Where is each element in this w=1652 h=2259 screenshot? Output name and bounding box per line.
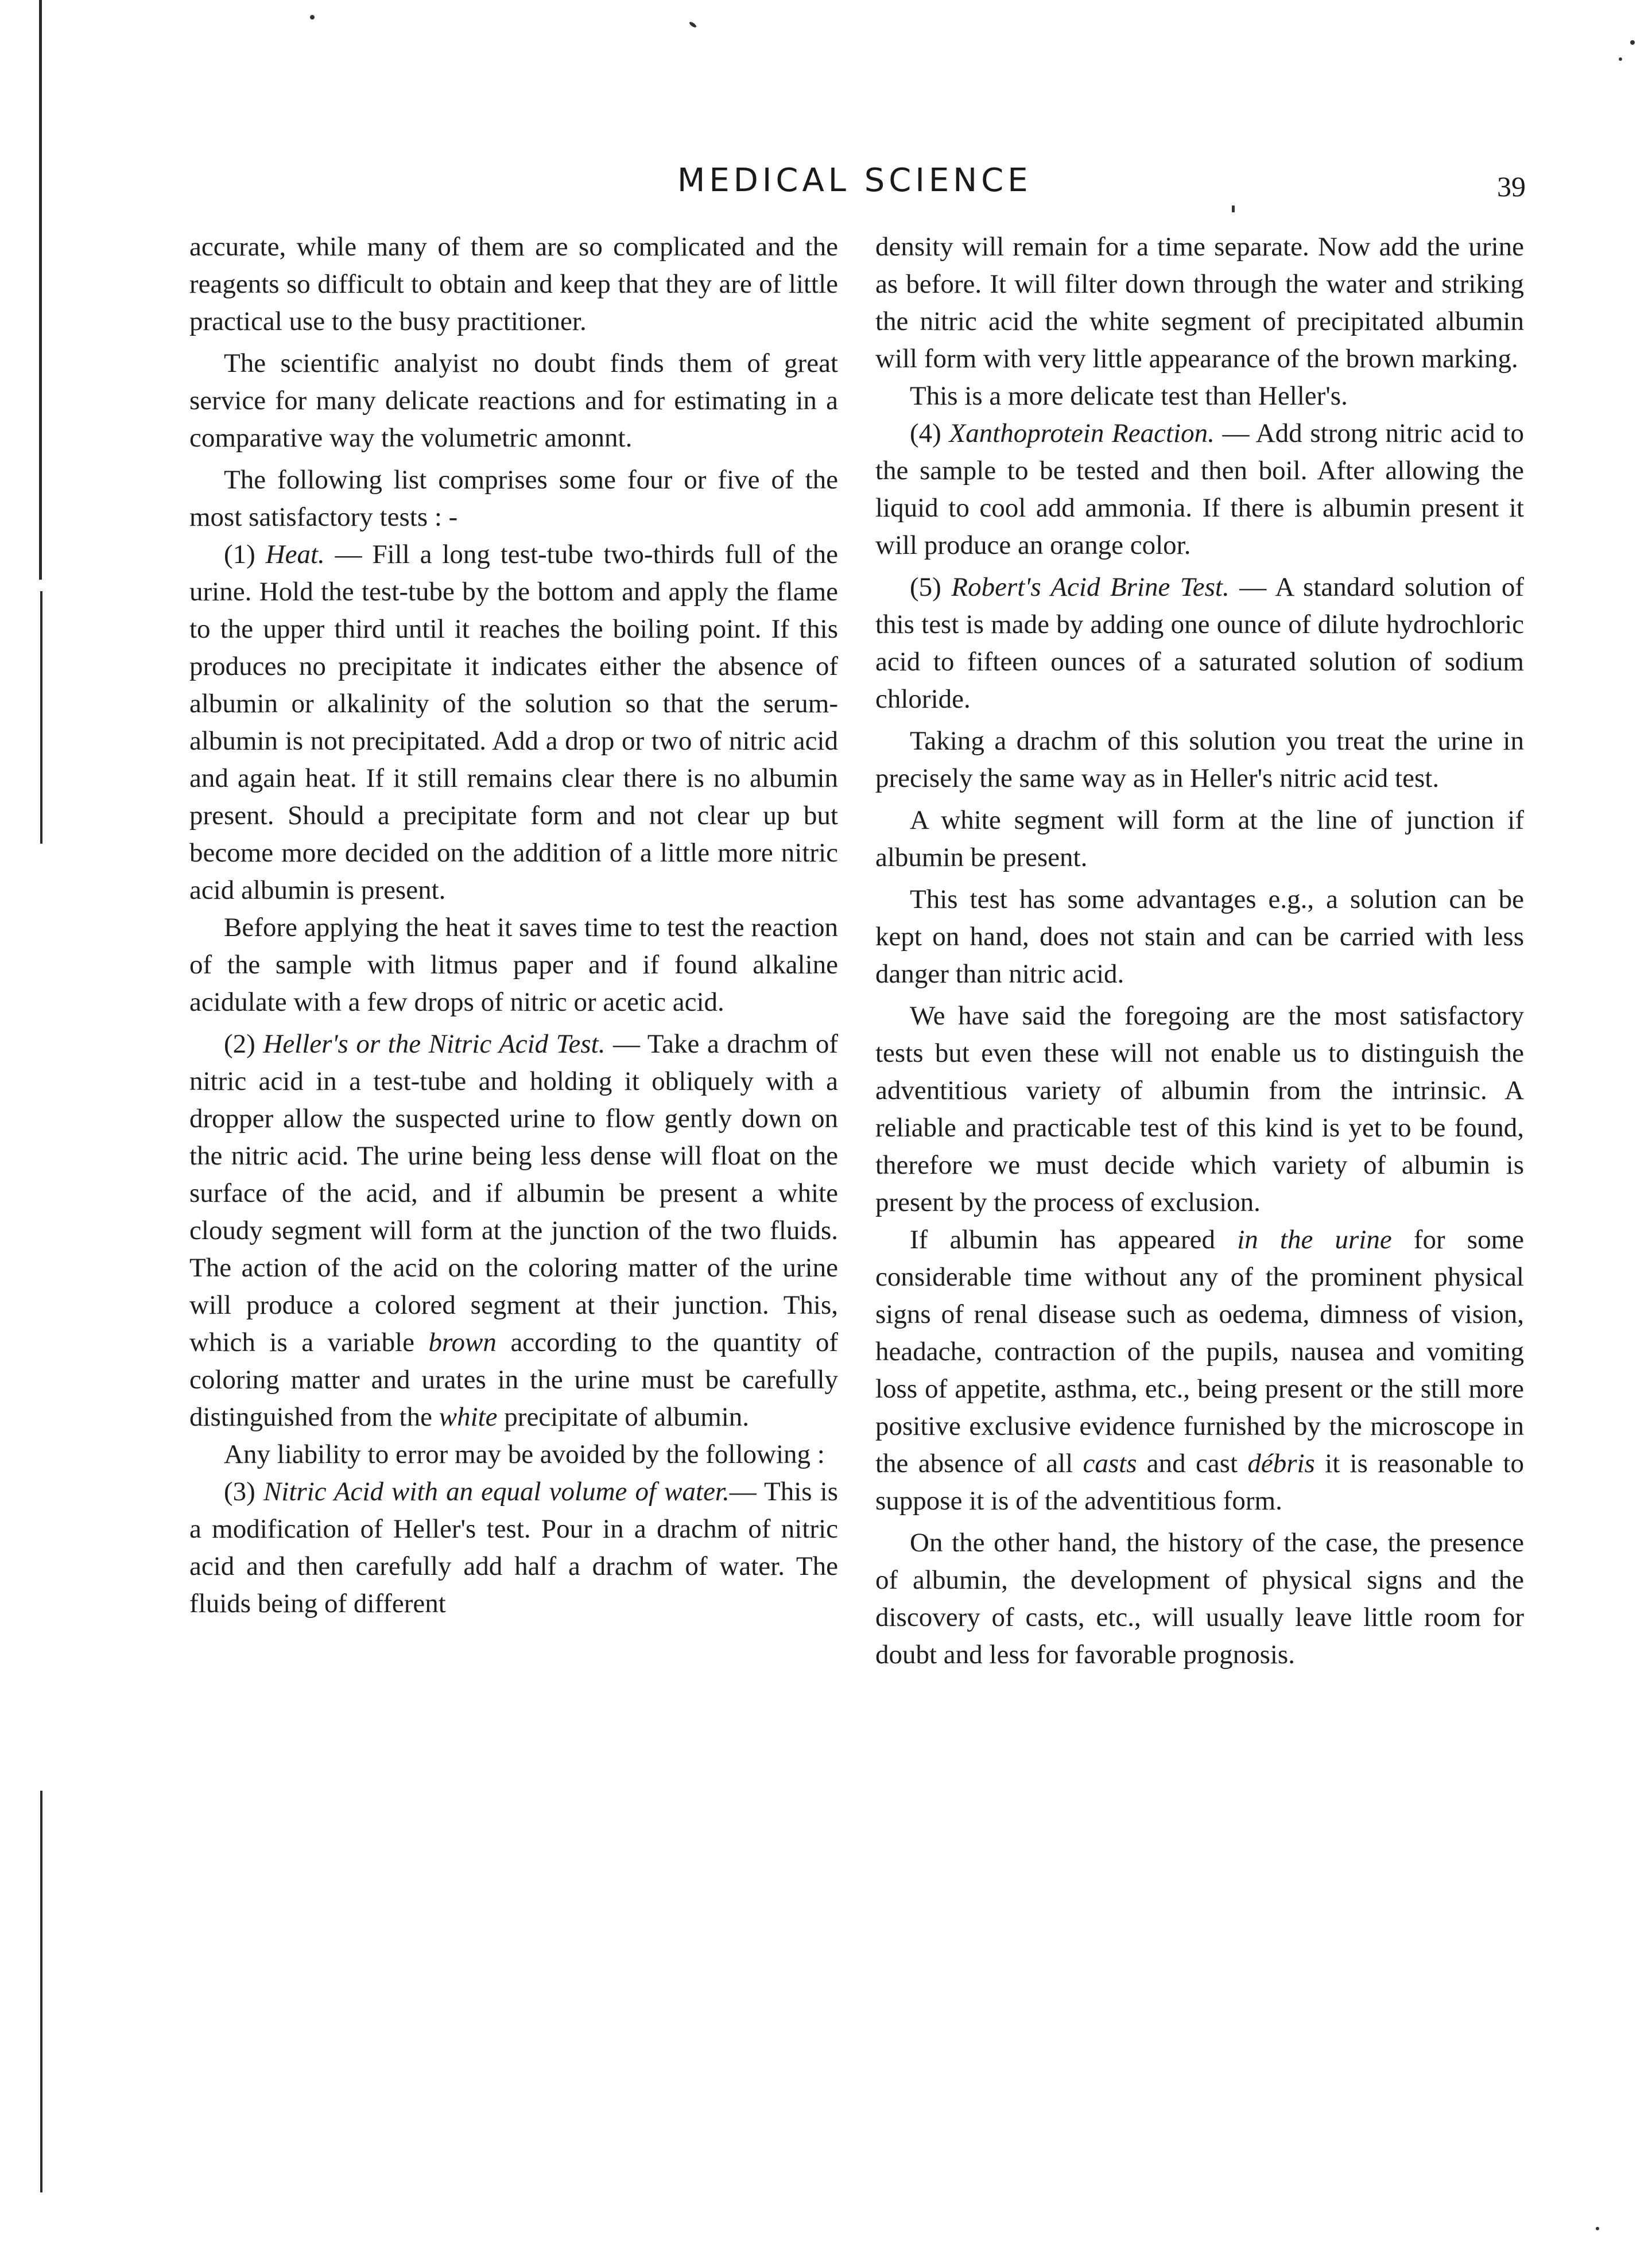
paragraph: This test has some advantages e.g., a solution can be kept on hand, does not stain and can be carried with less danger than nitric acid. bbox=[875, 884, 1524, 989]
scan-speck bbox=[1630, 40, 1635, 45]
test-title: Robert's Acid Brine Test. bbox=[951, 572, 1230, 602]
scan-speck bbox=[1619, 57, 1622, 61]
paragraph: This is a more delicate test than Heller's. bbox=[910, 381, 1348, 411]
emphasis-brown: brown bbox=[428, 1328, 497, 1357]
paragraph-test-water bbox=[189, 1473, 838, 1623]
page-header bbox=[0, 162, 1652, 208]
paragraph-test-xanthoprotein bbox=[875, 415, 1524, 564]
left-text-column bbox=[189, 228, 838, 1623]
emphasis-urine: in the urine bbox=[1237, 1225, 1392, 1255]
test-title: Heat. bbox=[265, 539, 325, 569]
paragraph: Taking a drachm of this solution you treat the urine in precisely the same way as in Heller's nitric acid test. bbox=[875, 726, 1524, 793]
paragraph: Any liability to error may be avoided by the following : bbox=[224, 1439, 825, 1469]
test-title: Heller's or the Nitric Acid Test. bbox=[263, 1029, 606, 1059]
paragraph: A white segment will form at the line of junction if albumin be present. bbox=[875, 805, 1524, 872]
paragraph-test-robert bbox=[875, 569, 1524, 718]
test-number: (5) bbox=[910, 572, 941, 602]
test-title: Nitric Acid with an equal volume of water. bbox=[263, 1477, 730, 1507]
test-description: according to the quantity of coloring matter and urates in the urine must be carefully distinguished from the bbox=[189, 1328, 838, 1432]
test-number: (3) bbox=[224, 1477, 255, 1507]
test-number: (1) bbox=[224, 539, 255, 569]
paragraph: Before applying the heat it saves time to test the reaction of the sample with litmus paper and if found alkaline acidulate with a few drops of nitric or acetic acid. bbox=[189, 913, 838, 1017]
text-run: If albumin has appeared bbox=[910, 1225, 1238, 1255]
test-title: Xanthoprotein Reaction. bbox=[949, 418, 1215, 448]
test-description: — A standard solution of this test is made by adding one ounce of dilute hydrochloric acid to fifteen ounces of a saturated solution of sodium chloride. bbox=[875, 572, 1525, 714]
page-number: 39 bbox=[1497, 170, 1526, 203]
binding-edge-line bbox=[40, 591, 42, 844]
paragraph-test-heat bbox=[189, 536, 838, 909]
test-number: (4) bbox=[910, 418, 941, 448]
scan-speck bbox=[689, 21, 697, 29]
right-text-column bbox=[875, 228, 1524, 1678]
text-run: for some considerable time without any of the prominent physical signs of renal disease such as oedema, dimness of vision, headache, contraction of the pupils, nausea and vomiting loss of appetite, asthma, etc., being present or the still more positive exclusive evidence furnished by the microscope in the absence of all bbox=[875, 1225, 1525, 1478]
emphasis-casts: casts bbox=[1083, 1449, 1137, 1478]
scan-speck bbox=[310, 15, 315, 20]
paragraph: density will remain for a time separate. Now add the urine as before. It will filter down through the water and striking the nitric acid the white segment of precipitated albumin will form with very little appearance of the brown marking. bbox=[875, 232, 1524, 374]
binding-edge-line bbox=[39, 0, 42, 580]
running-title: MEDICAL SCIENCE bbox=[677, 162, 1032, 199]
text-run: and cast bbox=[1137, 1449, 1248, 1478]
paragraph: We have said the foregoing are the most satisfactory tests but even these will not enable us to distinguish the adventitious variety of albumin from the intrinsic. A reliable and practicable test of this kind is yet to be found, therefore we must decide which variety of albumin is present by the process of exclusion. bbox=[875, 1001, 1524, 1217]
test-description: precipitate of albumin. bbox=[497, 1402, 750, 1432]
paragraph: On the other hand, the history of the case, the presence of albumin, the development of physical signs and the discovery of casts, etc., will usually leave little room for doubt and less for favorable prognosis. bbox=[875, 1528, 1524, 1670]
test-description: — Fill a long test-tube two-thirds full of the urine. Hold the test-tube by the bottom and apply the flame to the upper third until it reaches the boiling point. If this produces no precipitate it indicates either the absence of albumin or alkalinity of the solution so that the serum-albumin is not precipitated. Add a drop or two of nitric acid and again heat. If it still remains clear there is no albumin present. Should a precipitate form and not clear up but become more decided on the addition of a little more nitric acid albumin is present. bbox=[189, 539, 838, 905]
binding-edge-line bbox=[40, 1791, 42, 2192]
paragraph-exclusion bbox=[875, 1221, 1524, 1520]
test-description: — Take a drachm of nitric acid in a test-tube and holding it obliquely with a dropper allow the suspected urine to flow gently down on the nitric acid. The urine being less dense will float on the surface of the acid, and if albumin be present a white cloudy segment will form at the junction of the two fluids. The action of the acid on the coloring matter of the urine will produce a colored segment at their junction. This, which is a variable bbox=[189, 1029, 838, 1357]
test-number: (2) bbox=[224, 1029, 255, 1059]
test-description: — This is a modification of Heller's test. Pour in a drachm of nitric acid and then carefully add half a drachm of water. The fluids being of different bbox=[189, 1477, 839, 1618]
emphasis-debris: débris bbox=[1247, 1449, 1315, 1478]
paragraph: accurate, while many of them are so complicated and the reagents so difficult to obtain and keep that they are of little practical use to the busy practitioner. bbox=[189, 232, 838, 336]
paragraph: The scientific analyist no doubt finds them of great service for many delicate reactions and for estimating in a comparative way the volumetric amonnt. bbox=[189, 348, 838, 453]
scan-speck bbox=[1596, 2227, 1599, 2230]
paragraph: The following list comprises some four or five of the most satisfactory tests : - bbox=[189, 465, 838, 532]
paragraph-test-heller bbox=[189, 1026, 838, 1436]
text-run: it is reasonable to suppose it is of the adventitious form. bbox=[875, 1449, 1525, 1516]
emphasis-white: white bbox=[439, 1402, 498, 1432]
test-description: — Add strong nitric acid to the sample to be tested and then boil. After allowing the liquid to cool add ammonia. If there is albumin present it will produce an orange color. bbox=[875, 418, 1525, 560]
